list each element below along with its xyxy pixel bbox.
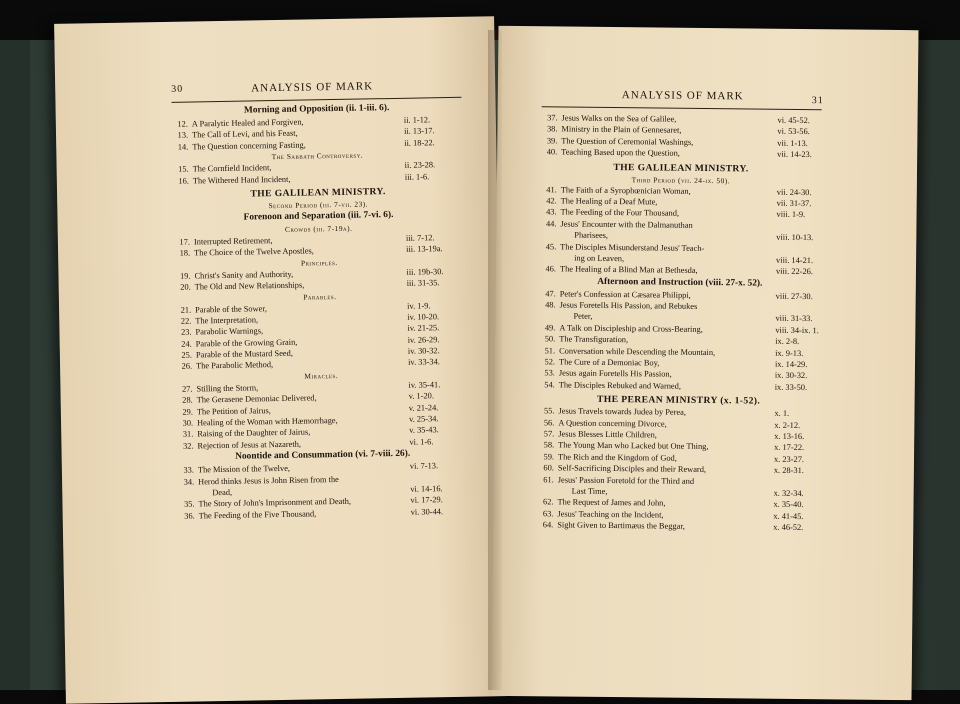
entry-title: Sight Given to Bartimæus the Beggar,: [557, 520, 685, 531]
entry-title: Jesus Blesses Little Children,: [558, 429, 657, 440]
entry-reference: v. 21-24.: [408, 402, 439, 413]
right-running-head: [542, 88, 842, 107]
entry-reference: ix. 33-50.: [774, 382, 808, 392]
entry-title: Self-Sacrificing Disciples and their Reward,: [557, 463, 707, 475]
entry-title: Jesus' Teaching on the Incident,: [557, 509, 664, 520]
entry-title: The Request of James and John,: [557, 497, 666, 508]
entry-reference: iii. 1-6.: [404, 171, 430, 182]
entry-title: The Question of Ceremonial Washings,: [561, 136, 694, 147]
subsection-heading: The Sabbath Controversy.: [271, 150, 364, 162]
part-heading: THE PEREAN MINISTRY (x. 1-52).: [596, 394, 761, 407]
entry-number: 36.: [184, 511, 195, 521]
entry-title: Ministry in the Plain of Gennesaret,: [561, 124, 682, 136]
entry-number: 60.: [543, 463, 554, 473]
entry-title: Interrupted Retirement,: [193, 236, 273, 247]
entry-number: 47.: [545, 289, 556, 299]
book-cover-spine-edge: [0, 40, 30, 690]
contents-entry: [541, 146, 821, 160]
entry-reference: x. 17-22.: [774, 443, 805, 453]
entry-reference: vii. 1-13.: [777, 138, 808, 148]
entry-title: Peter,: [573, 312, 593, 322]
entry-reference: viii. 27-30.: [775, 291, 813, 301]
entry-reference: ix. 9-13.: [775, 348, 804, 358]
entry-title: The Healing of a Blind Man at Bethesda,: [559, 264, 698, 276]
entry-number: 42.: [546, 196, 557, 206]
entry-title: The Feeding of the Four Thousand,: [560, 207, 680, 219]
entry-reference: iv. 35-41.: [408, 380, 441, 390]
entry-title: Jesus' Encounter with the Dalmanuthan: [560, 219, 693, 230]
left-running-title: ANALYSIS OF MARK: [251, 80, 374, 95]
entry-number: 63.: [542, 509, 554, 519]
entry-number: 64.: [542, 520, 554, 530]
entry-title: The Feeding of the Five Thousand,: [198, 509, 317, 521]
entry-title: Parable of the Mustard Seed,: [195, 348, 293, 360]
entry-reference: iv. 33-34.: [407, 357, 440, 368]
entry-title: Dead,: [212, 487, 233, 498]
entry-number: 53.: [544, 368, 555, 378]
entry-title: Jesus again Foretells His Passion,: [558, 368, 672, 380]
entry-reference: vi. 14-16.: [410, 484, 443, 494]
subsection-heading: Miracles.: [304, 370, 339, 381]
entry-reference: ix. 30-32.: [774, 371, 808, 381]
entry-number: 21.: [180, 305, 192, 315]
part-heading: THE GALILEAN MINISTRY.: [250, 186, 386, 200]
entry-number: 27.: [181, 384, 193, 394]
entry-title: Teaching Based upon the Question,: [561, 147, 680, 158]
entry-reference: vii. 31-37.: [776, 198, 812, 209]
entry-title: The Gerasene Demoniac Delivered,: [196, 393, 317, 405]
entry-number: 25.: [181, 350, 192, 360]
subsection-heading: Parables.: [303, 291, 337, 302]
entry-title: The Rich and the Kingdom of God,: [557, 452, 677, 463]
entry-reference: v. 25-34.: [408, 414, 439, 424]
entry-title: The Young Man who Lacked but One Thing,: [558, 440, 709, 452]
entry-reference: ii. 13-17.: [403, 126, 435, 137]
entry-title: A Talk on Discipleship and Cross-Bearing,: [559, 323, 703, 334]
left-contents-list: [172, 101, 469, 522]
entry-title: The Transfiguration,: [559, 334, 629, 345]
entry-number: 44.: [545, 219, 557, 229]
entry-number: 59.: [543, 452, 555, 462]
entry-number: 48.: [545, 300, 556, 310]
entry-number: 14.: [177, 142, 189, 152]
entry-reference: vi. 45-52.: [777, 115, 810, 126]
entry-number: 19.: [179, 271, 191, 281]
right-header-rule: [542, 106, 822, 110]
entry-number: 12.: [177, 119, 188, 129]
entry-reference: iv. 21-25.: [407, 323, 440, 334]
entry-reference: x. 46-52.: [773, 522, 804, 533]
entry-reference: viii. 22-26.: [775, 267, 814, 277]
entry-reference: x. 2-12.: [774, 420, 801, 430]
section-heading: Noontide and Consummation (vi. 7-viii. 26).: [235, 448, 411, 462]
entry-reference: x. 1.: [774, 408, 790, 419]
entry-title: Jesus Walks on the Sea of Galilee,: [561, 113, 677, 124]
entry-reference: v. 35-43.: [409, 425, 439, 436]
entry-number: 34.: [183, 477, 195, 487]
entry-reference: v. 1-20.: [408, 391, 435, 402]
entry-title: The Disciples Misunderstand Jesus' Teach-: [560, 241, 705, 253]
entry-reference: vi. 1-6.: [409, 437, 434, 447]
entry-reference: iii. 19b-30.: [406, 266, 444, 277]
entry-title: The Petition of Jairus,: [196, 405, 271, 417]
entry-number: 43.: [546, 207, 557, 217]
entry-reference: viii. 14-21.: [776, 255, 814, 266]
entry-title: The Disciples Rebuked and Warned,: [558, 380, 682, 391]
right-page-number: 31: [811, 95, 824, 107]
left-page: [54, 16, 506, 704]
entry-title: The Interpretation,: [195, 315, 259, 326]
entry-number: 61.: [543, 474, 554, 484]
entry-title: Pharisees,: [574, 230, 609, 241]
entry-number: 37.: [547, 113, 558, 123]
entry-reference: x. 32-34.: [773, 488, 804, 498]
entry-reference: iii. 13-19a.: [406, 244, 443, 255]
entry-number: 18.: [179, 248, 191, 259]
entry-title: Parable of the Growing Grain,: [195, 337, 298, 349]
entry-reference: vi. 17-29.: [410, 495, 443, 506]
section-heading: Forenoon and Separation (iii. 7-vi. 6).: [243, 209, 394, 223]
left-running-head: [171, 79, 471, 95]
entry-number: 41.: [546, 184, 557, 195]
entry-number: 17.: [179, 237, 191, 247]
entry-reference: iii. 31-35.: [406, 278, 440, 288]
entry-number: 55.: [543, 406, 555, 416]
entry-number: 50.: [544, 334, 556, 344]
entry-title: The Cornfield Incident,: [192, 163, 272, 174]
entry-reference: viii. 1-9.: [776, 210, 806, 220]
entry-title: The Question concerning Fasting,: [192, 140, 306, 152]
entry-number: 22.: [180, 316, 192, 326]
subsection-heading: Third Period (vii. 24-ix. 50).: [631, 174, 731, 185]
entry-title: The Choice of the Twelve Apostles,: [194, 246, 314, 258]
entry-number: 31.: [182, 429, 194, 440]
entry-reference: x. 23-27.: [773, 454, 805, 464]
entry-reference: vi. 30-44.: [410, 506, 444, 517]
entry-title: A Question concerning Divorce,: [558, 418, 667, 429]
subsection-heading: Second Period (iii. 7-vii. 23).: [268, 199, 369, 211]
entry-number: 20.: [180, 282, 191, 292]
entry-reference: vi. 7-13.: [409, 461, 439, 471]
entry-number: 15.: [178, 164, 189, 174]
entry-reference: iv. 10-20.: [407, 312, 440, 322]
entry-title: Jesus Travels towards Judea by Perea,: [558, 406, 686, 418]
entry-number: 46.: [545, 264, 557, 274]
entry-number: 58.: [543, 440, 555, 450]
entry-reference: ix. 2-8.: [775, 336, 800, 347]
right-page: [492, 26, 919, 700]
entry-title: Parable of the Sower,: [195, 303, 267, 314]
entry-number: 24.: [181, 339, 192, 349]
section-heading: Afternoon and Instruction (viii. 27-x. 52).: [597, 276, 763, 289]
entry-number: 32.: [182, 441, 194, 451]
contents-entry: [537, 519, 817, 533]
subsection-heading: Principles.: [300, 257, 338, 268]
entry-reference: viii. 34-ix. 1.: [775, 325, 819, 336]
entry-title: The Call of Levi, and his Feast,: [191, 129, 298, 140]
entry-title: Parabolic Warnings,: [195, 326, 264, 337]
entry-title: The Faith of a Syrophœnician Woman,: [560, 185, 691, 196]
entry-number: 35.: [183, 499, 195, 510]
left-page-number: 30: [171, 83, 184, 95]
entry-number: 16.: [178, 176, 189, 186]
entry-number: 56.: [543, 417, 555, 428]
entry-title: Raising of the Daughter of Jairus,: [197, 427, 311, 439]
entry-title: The Withered Hand Incident,: [192, 174, 291, 186]
entry-number: 39.: [546, 136, 558, 146]
entry-number: 26.: [181, 362, 193, 372]
entry-title: Christ's Sanity and Authority,: [194, 269, 294, 281]
entry-title: Healing of the Woman with Hæmorrhage,: [197, 416, 338, 428]
entry-reference: vii. 14-23.: [777, 149, 812, 160]
entry-number: 30.: [182, 418, 194, 428]
contents-entry: [539, 379, 819, 393]
entry-reference: x. 41-45.: [773, 511, 804, 521]
entry-number: 45.: [545, 241, 557, 251]
book-gutter-shadow: [488, 30, 502, 690]
entry-number: 40.: [546, 147, 558, 157]
entry-reference: ii. 18-22.: [404, 138, 435, 148]
entry-title: Last Time,: [571, 486, 608, 496]
entry-title: The Parabolic Method,: [196, 360, 274, 371]
entry-title: The Cure of a Demoniac Boy,: [558, 357, 660, 368]
section-heading: Morning and Opposition (ii. 1-iii. 6).: [243, 103, 390, 116]
entry-number: 54.: [544, 380, 555, 390]
entry-reference: iv. 26-29.: [407, 334, 440, 345]
entry-reference: ii. 23-28.: [404, 160, 436, 170]
entry-title: A Paralytic Healed and Forgiven,: [191, 117, 304, 129]
entry-number: 62.: [543, 497, 554, 507]
entry-number: 49.: [544, 323, 556, 333]
entry-reference: viii. 10-13.: [776, 232, 814, 243]
entry-title: Jesus Foretells His Passion, and Rebukes: [559, 300, 698, 311]
entry-number: 51.: [544, 345, 556, 356]
entry-reference: iv. 1-9.: [406, 300, 431, 311]
entry-number: 28.: [182, 395, 193, 405]
entry-reference: iv. 30-32.: [407, 346, 440, 356]
entry-reference: vi. 53-56.: [777, 127, 810, 137]
entry-number: 33.: [183, 465, 194, 475]
entry-title: The Healing of a Deaf Mute,: [560, 196, 658, 207]
right-contents-list: [537, 112, 821, 533]
entry-reference: iii. 7-12.: [405, 233, 435, 243]
right-running-title: ANALYSIS OF MARK: [621, 89, 744, 103]
entry-title: Conversation while Descending the Mountain,: [559, 346, 716, 357]
subsection-heading: Crowds (iii. 7-19a).: [284, 223, 353, 234]
entry-title: The Old and New Relationships,: [194, 280, 305, 292]
entry-number: 57.: [543, 429, 555, 439]
entry-title: Stilling the Storm,: [196, 383, 259, 394]
entry-number: 29.: [182, 407, 193, 417]
entry-number: 23.: [180, 327, 192, 338]
entry-reference: x. 13-16.: [774, 431, 805, 442]
entry-reference: ii. 1-12.: [403, 115, 431, 125]
entry-number: 38.: [546, 124, 558, 134]
entry-number: 52.: [544, 357, 556, 367]
entry-reference: ix. 14-29.: [774, 359, 808, 370]
entry-reference: vii. 24-30.: [776, 187, 812, 197]
entry-reference: viii. 31-33.: [775, 314, 813, 324]
entry-title: The Story of John's Imprisonment and Death,: [198, 497, 352, 509]
entry-reference: x. 35-40.: [773, 500, 804, 510]
entry-title: Peter's Confession at Cæsarea Philippi,: [559, 289, 691, 300]
entry-reference: x. 28-31.: [773, 465, 804, 476]
entry-title: The Mission of the Twelve,: [197, 464, 291, 475]
entry-title: Herod thinks Jesus is John Risen from the: [198, 474, 339, 487]
entry-title: Rejection of Jesus at Nazareth,: [197, 439, 302, 451]
entry-title: Jesus' Passion Foretold for the Third and: [557, 475, 695, 486]
part-heading: THE GALILEAN MINISTRY.: [613, 161, 749, 175]
entry-title: ing on Leaven,: [574, 253, 625, 264]
entry-number: 13.: [177, 130, 189, 141]
